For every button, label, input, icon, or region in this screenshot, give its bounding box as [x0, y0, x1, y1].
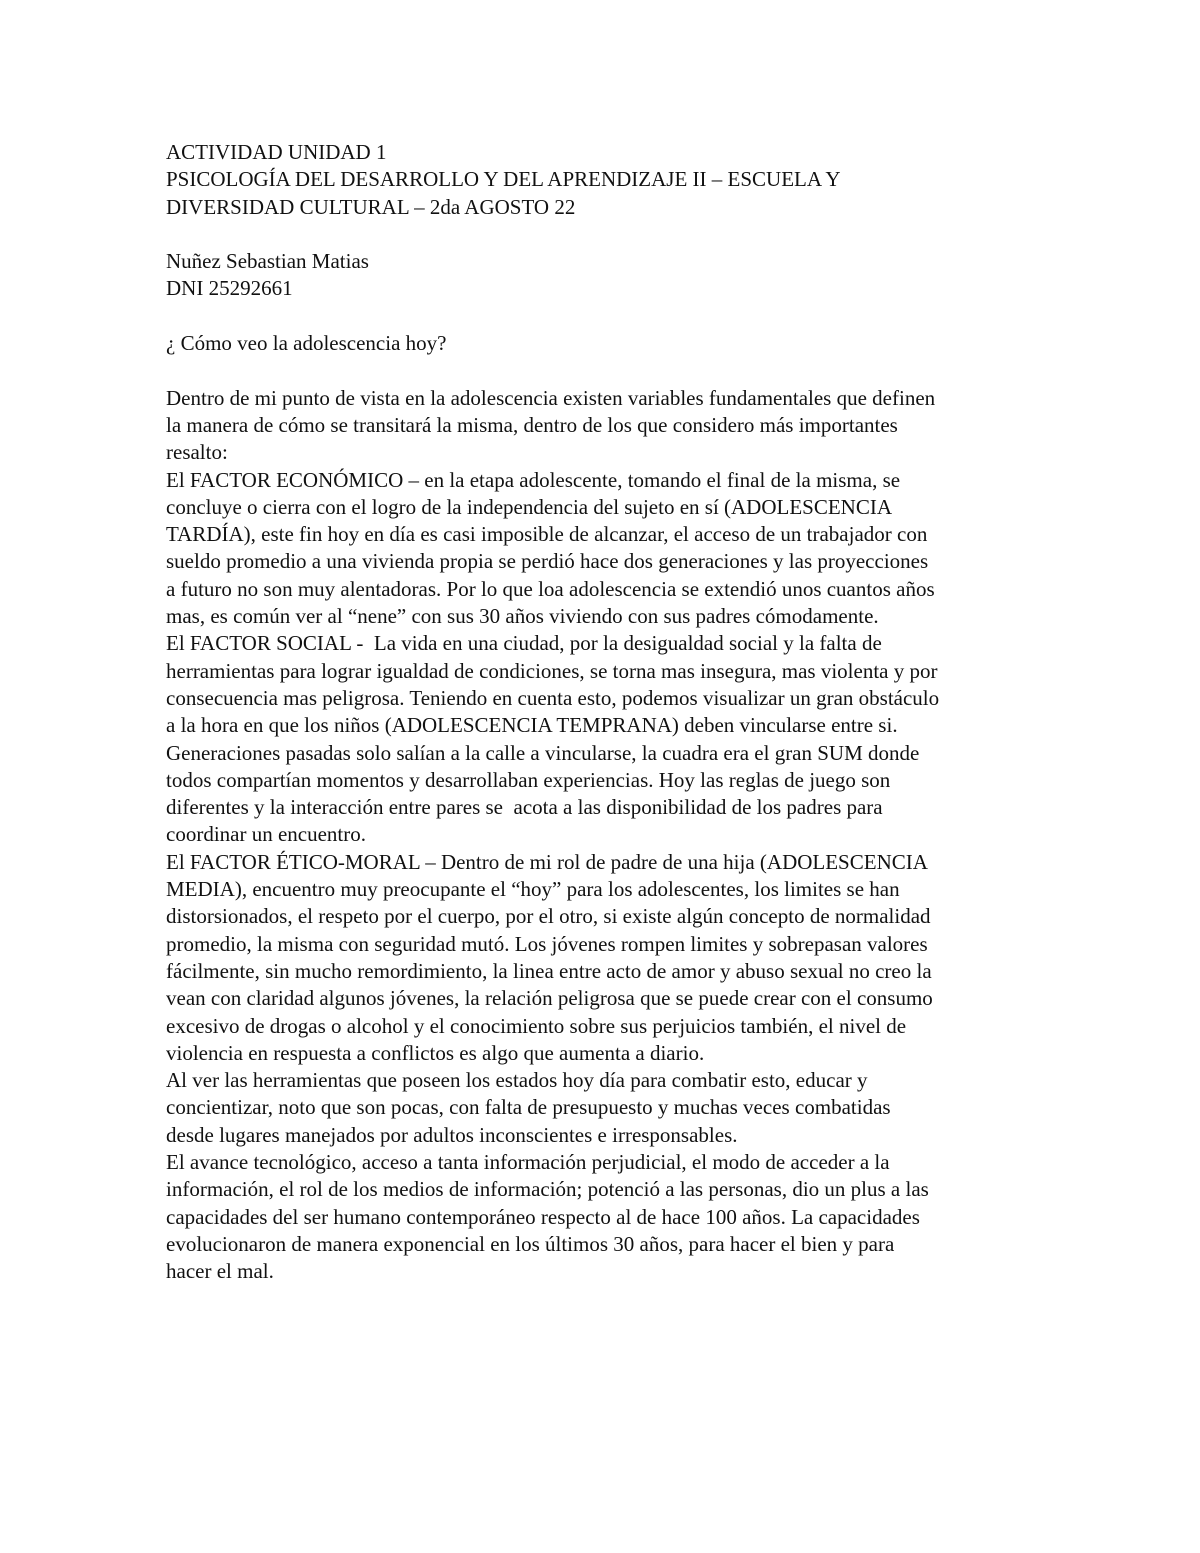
body-line: concientizar, noto que son pocas, con falta de presupuesto y muchas veces combatidas: [166, 1095, 891, 1120]
body-line: a la hora en que los niños (ADOLESCENCIA TEMPRANA) deben vincularse entre si.: [166, 713, 898, 738]
question-heading: ¿ Cómo veo la adolescencia hoy?: [166, 331, 447, 356]
document-subtitle-line-1: PSICOLOGÍA DEL DESARROLLO Y DEL APRENDIZAJE II – ESCUELA Y: [166, 167, 841, 192]
body-line: hacer el mal.: [166, 1259, 274, 1284]
body-line: fácilmente, sin mucho remordimiento, la linea entre acto de amor y abuso sexual no creo la: [166, 958, 932, 983]
author-name: Nuñez Sebastian Matias: [166, 249, 369, 274]
document-content: [166, 139, 1046, 1285]
body-line: Generaciones pasadas solo salían a la calle a vincularse, la cuadra era el gran SUM donde: [166, 740, 920, 765]
body-line: distorsionados, el respeto por el cuerpo, por el otro, si existe algún concepto de normalidad: [166, 904, 931, 929]
body-line: consecuencia mas peligrosa. Teniendo en cuenta esto, podemos visualizar un gran obstáculo: [166, 685, 940, 710]
spacer: [166, 221, 1046, 248]
body-line: promedio, la misma con seguridad mutó. Los jóvenes rompen limites y sobrepasan valores: [166, 931, 928, 956]
body-line: MEDIA), encuentro muy preocupante el “hoy” para los adolescentes, los limites se han: [166, 877, 900, 902]
body-line: todos compartían momentos y desarrollaban experiencias. Hoy las reglas de juego son: [166, 767, 891, 792]
body-line: violencia en respuesta a conflictos es algo que aumenta a diario.: [166, 1040, 705, 1065]
body-line: El FACTOR SOCIAL - La vida en una ciudad, por la desigualdad social y la falta de: [166, 631, 882, 656]
body-line: El FACTOR ÉTICO-MORAL – Dentro de mi rol de padre de una hija (ADOLESCENCIA: [166, 849, 928, 874]
body-line: coordinar un encuentro.: [166, 822, 367, 847]
body-text: [166, 385, 1046, 1286]
body-line: capacidades del ser humano contemporáneo respecto al de hace 100 años. La capacidades: [166, 1204, 920, 1229]
body-line: información, el rol de los medios de información; potenció a las personas, dio un plus a las: [166, 1177, 929, 1202]
body-line: El FACTOR ECONÓMICO – en la etapa adolescente, tomando el final de la misma, se: [166, 467, 901, 492]
body-line: diferentes y la interacción entre pares se acota a las disponibilidad de los padres para: [166, 795, 883, 820]
body-line: la manera de cómo se transitará la misma, dentro de los que considero más importantes: [166, 412, 898, 437]
body-line: resalto:: [166, 440, 228, 465]
body-line: sueldo promedio a una vivienda propia se perdió hace dos generaciones y las proyecciones: [166, 549, 929, 574]
body-line: El avance tecnológico, acceso a tanta información perjudicial, el modo de acceder a la: [166, 1149, 890, 1174]
document-subtitle-line-2: DIVERSIDAD CULTURAL – 2da AGOSTO 22: [166, 194, 576, 219]
body-line: evolucionaron de manera exponencial en los últimos 30 años, para hacer el bien y para: [166, 1231, 895, 1256]
author-dni: DNI 25292661: [166, 276, 293, 301]
body-line: a futuro no son muy alentadoras. Por lo que loa adolescencia se extendió unos cuantos años: [166, 576, 935, 601]
spacer: [166, 303, 1046, 330]
body-line: Dentro de mi punto de vista en la adolescencia existen variables fundamentales que definen: [166, 385, 936, 410]
body-line: excesivo de drogas o alcohol y el conocimiento sobre sus perjuicios también, el nivel de: [166, 1013, 907, 1038]
body-line: mas, es común ver al “nene” con sus 30 años viviendo con sus padres cómodamente.: [166, 604, 879, 629]
body-line: Al ver las herramientas que poseen los estados hoy día para combatir esto, educar y: [166, 1068, 868, 1093]
spacer: [166, 357, 1046, 384]
body-line: desde lugares manejados por adultos inconscientes e irresponsables.: [166, 1122, 738, 1147]
document-title: ACTIVIDAD UNIDAD 1: [166, 140, 387, 164]
body-line: TARDÍA), este fin hoy en día es casi imposible de alcanzar, el acceso de un trabajador con: [166, 522, 928, 547]
body-line: concluye o cierra con el logro de la independencia del sujeto en sí (ADOLESCENCIA: [166, 494, 893, 519]
body-line: herramientas para lograr igualdad de condiciones, se torna mas insegura, mas violenta y por: [166, 658, 938, 683]
body-line: vean con claridad algunos jóvenes, la relación peligrosa que se puede crear con el consumo: [166, 986, 933, 1011]
